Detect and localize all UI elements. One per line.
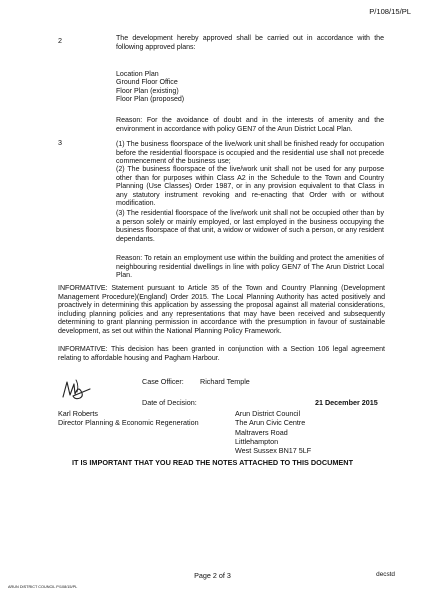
decision-date: 21 December 2015 — [315, 398, 378, 407]
council-address — [235, 409, 311, 455]
case-officer-name: Richard Temple — [200, 377, 250, 386]
footer-right-code: decstd — [376, 571, 395, 578]
plan-item: Ground Floor Office — [116, 79, 178, 87]
address-line: The Arun Civic Centre — [235, 418, 306, 428]
condition-number: 3 — [58, 138, 62, 147]
plan-item: Floor Plan (existing) — [116, 87, 179, 95]
decision-date-label: Date of Decision: — [142, 398, 197, 407]
plan-item: Floor Plan (proposed) — [116, 95, 185, 103]
important-notice: IT IS IMPORTANT THAT YOU READ THE NOTES ATTACHED TO THIS DOCUMENT — [71, 458, 354, 467]
informative-paragraph: INFORMATIVE: This decision has been granted in conjunction with a Section 106 legal agreement relating to affordable housing and Pagham Harbour. — [58, 346, 385, 362]
condition-number: 2 — [58, 36, 62, 45]
address-line: Arun District Council — [235, 409, 301, 418]
case-officer-label: Case Officer: — [142, 377, 184, 386]
signatory-title: Director Planning & Economic Regeneration — [58, 418, 199, 427]
condition-reason: Reason: To retain an employment use within the building and protect the amenities of neighbouring residential dwellings in line with policy GEN7 of The Arun District Local Plan. — [116, 255, 384, 280]
approved-plans-list — [116, 71, 184, 104]
condition-reason: Reason: For the avoidance of doubt and in the interests of amenity and the environment in accordance with policy GEN7 of the Arun District Local Plan. — [116, 117, 384, 133]
signature-icon — [60, 377, 96, 403]
informative-paragraph: INFORMATIVE: Statement pursuant to Article 35 of the Town and Country Planning (Development Management Procedure)(England) Order 2015. The Local Planning Authority has acted positively and proactively in determining this application by assessing the proposal against all material considerations, including planning policies and any representations that may have been received and subsequently determining to grant planning permission in accordance with the presumption in favour of sustainable development, as set out within the National Planning Policy Framework. — [58, 285, 385, 335]
address-line: Littlehampton — [235, 436, 279, 446]
address-line: West Sussex BN17 5LF — [235, 446, 312, 456]
condition-item: (2) The business floorspace of the live/work unit shall not be used for any purpose other than for purposes within Class A2 in the Schedule to the Town and Country Planning (Use Classes) Order 1987, or in any provision equivalent to that Class in any statutory instrument revoking and re-enacting that Order with or without modification. — [116, 166, 384, 208]
page-number: Page 2 of 3 — [194, 571, 231, 580]
signatory-name: Karl Roberts — [58, 409, 98, 418]
condition-item: (1) The business floorspace of the live/work unit shall be finished ready for occupation before the residential floorspace is occupied and the residential use shall not precede commencement of the business use; — [116, 141, 384, 166]
reference-number: P/108/15/PL — [369, 7, 411, 16]
address-line: Maltravers Road — [235, 427, 288, 437]
plan-item: Location Plan — [116, 71, 159, 78]
condition-item: (3) The residential floorspace of the live/work unit shall not be occupied other than by a person solely or mainly employed, or last employed in the business occupying the business floorspace of that unit, a widow or widower of such a person, or any resident dependants. — [116, 210, 384, 243]
condition-text: The development hereby approved shall be carried out in accordance with the following approved plans: — [116, 35, 384, 51]
footer-left-code: ARUN DISTRICT COUNCIL P/108/15/PL — [8, 585, 78, 589]
